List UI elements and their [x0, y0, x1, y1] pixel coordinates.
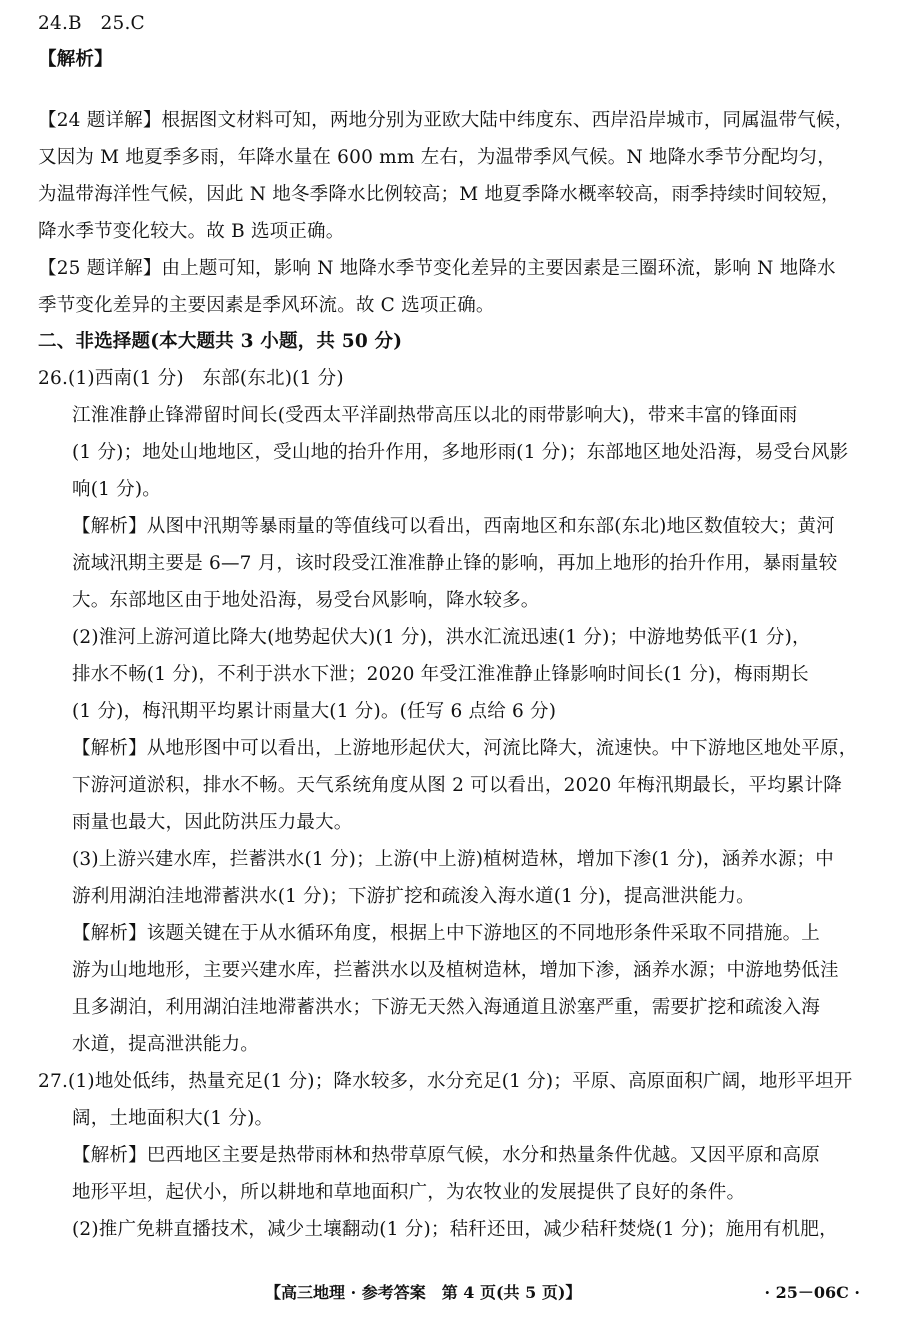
answer-line: 【解析】从图中汛期等暴雨量的等值线可以看出，西南地区和东部(东北)地区数值较大；黄河: [72, 516, 835, 537]
answer-line: 【解析】从地形图中可以看出，上游地形起伏大，河流比降大，流速快。中下游地区地处平原，: [72, 738, 858, 759]
answer-line: 24.B 25.C: [38, 13, 145, 34]
answer-line: 又因为 M 地夏季多雨，年降水量在 600 mm 左右，为温带季风气候。N 地降水季节分配均匀，: [38, 147, 836, 168]
answer-line: 【解析】该题关键在于从水循环角度，根据上中下游地区的不同地形条件采取不同措施。上: [72, 923, 821, 944]
section-heading: 二、非选择题(本大题共 3 小题，共 50 分): [38, 331, 403, 352]
answer-line: 季节变化差异的主要因素是季风环流。故 C 选项正确。: [38, 295, 495, 316]
answer-line: 游利用湖泊洼地滞蓄洪水(1 分)；下游扩挖和疏浚入海水道(1 分)，提高泄洪能力。: [72, 886, 755, 907]
footer-code: · 25－06C ·: [764, 1283, 860, 1302]
answer-line: (2)推广免耕直播技术，减少土壤翻动(1 分)；秸秆还田，减少秸秆焚烧(1 分)；施用有机肥，: [72, 1219, 838, 1240]
answer-line: 游为山地地形，主要兴建水库，拦蓄洪水以及植树造林，增加下渗，涵养水源；中游地势低洼: [72, 960, 839, 981]
answer-line: 且多湖泊，利用湖泊洼地滞蓄洪水；下游无天然入海通道且淤塞严重，需要扩挖和疏浚入海: [72, 997, 821, 1018]
answer-line: (3)上游兴建水库，拦蓄洪水(1 分)；上游(中上游)植树造林，增加下渗(1 分)，涵养水源；中: [72, 849, 834, 870]
answer-line: 为温带海洋性气候，因此 N 地冬季降水比例较高；M 地夏季降水概率较高，雨季持续时间较短，: [38, 184, 840, 205]
answer-line: 阔，土地面积大(1 分)。: [72, 1108, 274, 1129]
answer-line: 【25 题详解】由上题可知，影响 N 地降水季节变化差异的主要因素是三圈环流，影响 N 地降水: [38, 258, 836, 279]
answer-line: 大。东部地区由于地处沿海，易受台风影响，降水较多。: [72, 590, 540, 611]
answer-line: (1 分)；地处山地地区，受山地的抬升作用，多地形雨(1 分)；东部地区地处沿海，易受台风影: [72, 442, 849, 463]
answer-line: 下游河道淤积，排水不畅。天气系统角度从图 2 可以看出，2020 年梅汛期最长，平均累计降: [72, 775, 842, 796]
answer-line: 雨量也最大，因此防洪压力最大。: [72, 812, 353, 833]
answer-line: 【解析】巴西地区主要是热带雨林和热带草原气候，水分和热量条件优越。又因平原和高原: [72, 1145, 821, 1166]
footer-page-info: 【高三地理 · 参考答案 第 4 页(共 5 页)】: [265, 1283, 582, 1302]
answer-line: 降水季节变化较大。故 B 选项正确。: [38, 221, 345, 242]
answer-line: 水道，提高泄洪能力。: [72, 1034, 260, 1055]
answer-line: 地形平坦，起伏小，所以耕地和草地面积广，为农牧业的发展提供了良好的条件。: [72, 1182, 746, 1203]
answer-line: 26.(1)西南(1 分) 东部(东北)(1 分): [38, 368, 344, 389]
answer-line: 排水不畅(1 分)，不利于洪水下泄；2020 年受江淮准静止锋影响时间长(1 分)，梅雨期长: [72, 664, 809, 685]
answer-line: 流域汛期主要是 6—7 月，该时段受江淮准静止锋的影响，再加上地形的抬升作用，暴雨量较: [72, 553, 838, 574]
answer-line: (1 分)，梅汛期平均累计雨量大(1 分)。(任写 6 点给 6 分): [72, 701, 557, 722]
answer-line: 响(1 分)。: [72, 479, 161, 500]
answer-line: 江淮准静止锋滞留时间长(受西太平洋副热带高压以北的雨带影响大)，带来丰富的锋面雨: [72, 405, 798, 426]
page-footer: [0, 1280, 900, 1310]
answer-line: 27.(1)地处低纬，热量充足(1 分)；降水较多，水分充足(1 分)；平原、高原面积广阔，地形平坦开: [38, 1071, 853, 1092]
analysis-heading: 【解析】: [38, 49, 113, 70]
answer-line: (2)淮河上游河道比降大(地势起伏大)(1 分)，洪水汇流迅速(1 分)；中游地势低平(1 分)，: [72, 627, 811, 648]
answer-line: 【24 题详解】根据图文材料可知，两地分别为亚欧大陆中纬度东、西岸沿岸城市，同属温带气候，: [38, 110, 854, 131]
